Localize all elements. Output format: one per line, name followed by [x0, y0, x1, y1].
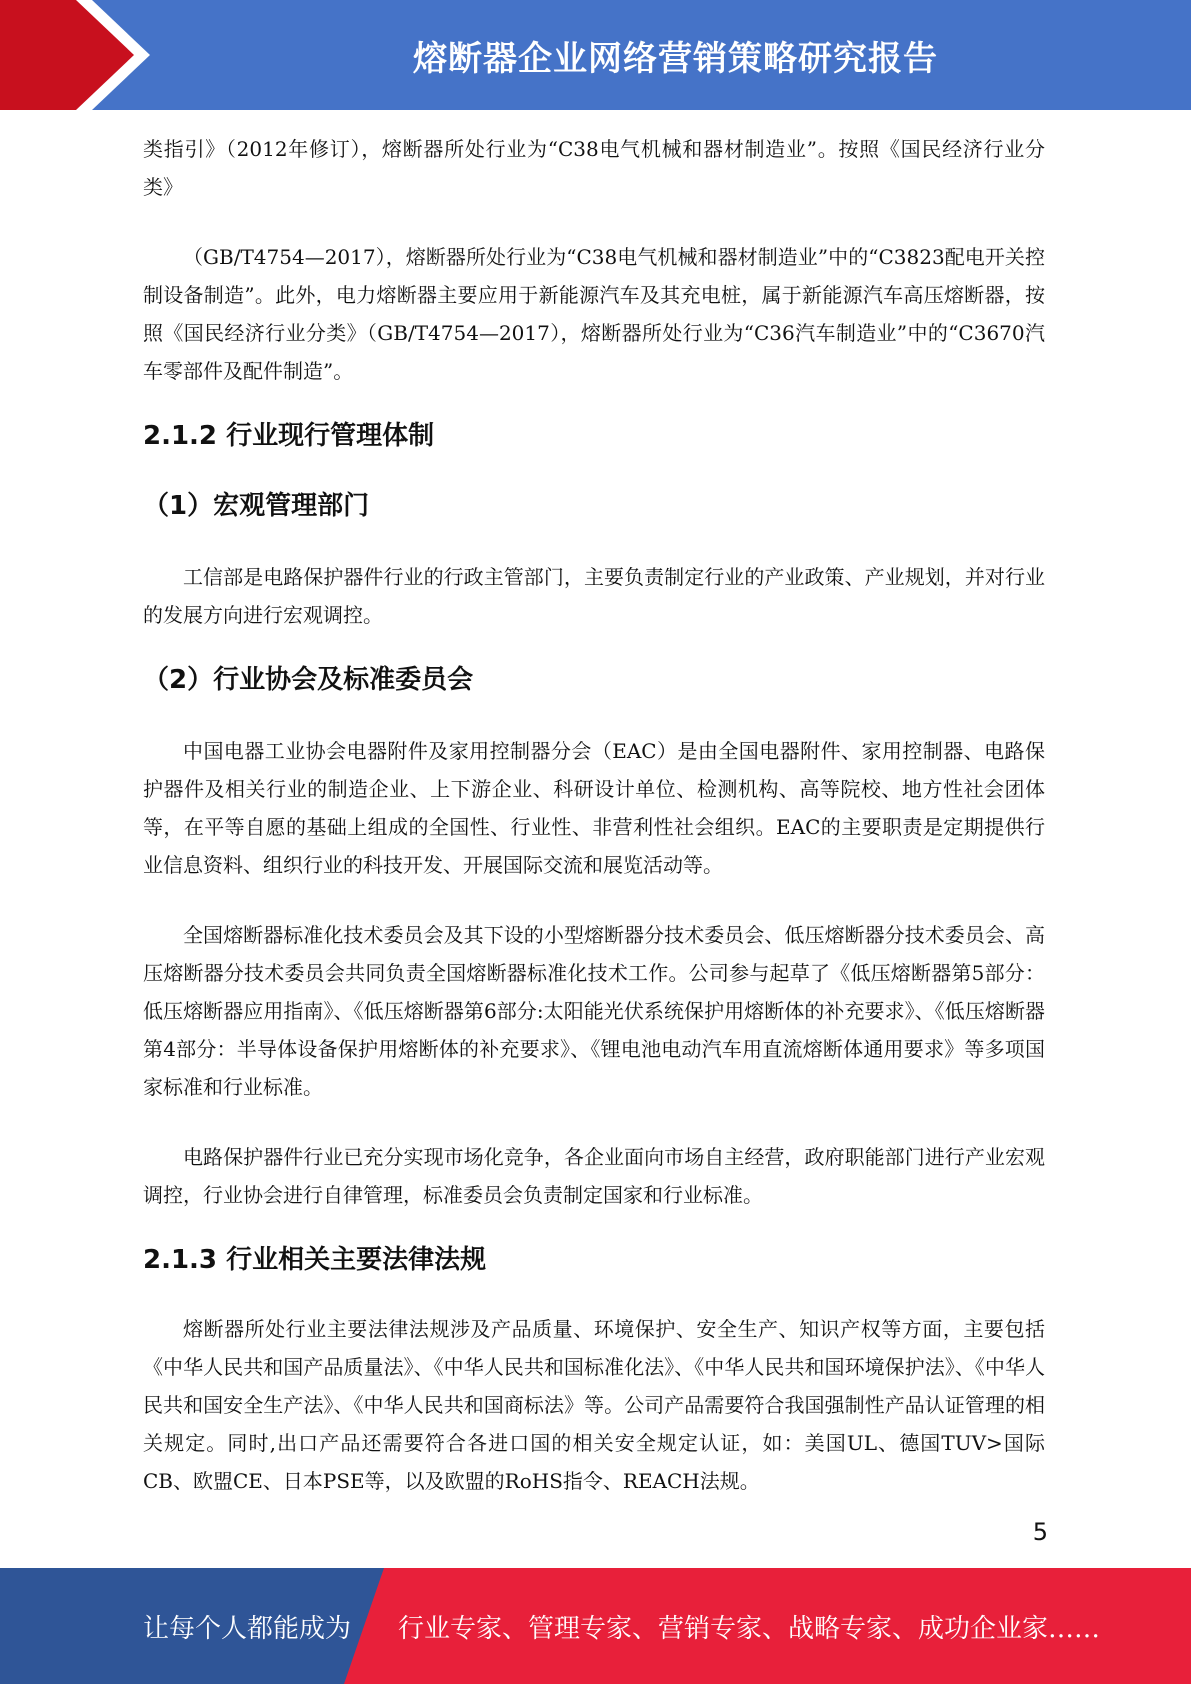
- footer-slogan-left: 让每个人都能成为: [143, 1613, 352, 1644]
- paragraph: 熔断器所处行业主要法律法规涉及产品质量、环境保护、安全生产、知识产权等方面，主要包括《中华人民共和国产品质量法》、《中华人民共和国标准化法》、《中华人民共和国环境保护法》、《中华人民共和国安全生产法》、《中华人民共和国商标法》等。公司产品需要符合我国强制性产品认证管理的相关规定。同时,出口产品还需要符合各进口国的相关安全规定认证，如：美国UL、德国TUV>国际CB、欧盟CE、日本PSE等，以及欧盟的RoHS指令、REACH法规。: [143, 1317, 1045, 1493]
- paragraph: 中国电器工业协会电器附件及家用控制器分会（EAC）是由全国电器附件、家用控制器、电路保护器件及相关行业的制造企业、上下游企业、科研设计单位、检测机构、高等院校、地方性社会团体等，在平等自愿的基础上组成的全国性、行业性、非营利性社会组织。EAC的主要职责是定期提供行业信息资料、组织行业的科技开发、开展国际交流和展览活动等。: [143, 739, 1045, 877]
- paragraph: 电路保护器件行业已充分实现市场化竞争，各企业面向市场自主经营，政府职能部门进行产业宏观调控，行业协会进行自律管理，标准委员会负责制定国家和行业标准。: [143, 1145, 1045, 1207]
- paragraph: 工信部是电路保护器件行业的行政主管部门，主要负责制定行业的产业政策、产业规划，并对行业的发展方向进行宏观调控。: [143, 565, 1045, 627]
- section-heading-2-1-2: 2.1.2 行业现行管理体制: [143, 421, 435, 451]
- subsection-heading-1: （1）宏观管理部门: [143, 491, 370, 521]
- report-title: 熔断器企业网络营销策略研究报告: [413, 38, 938, 79]
- page-number: 5: [1032, 1518, 1048, 1546]
- paragraph: 全国熔断器标准化技术委员会及其下设的小型熔断器分技术委员会、低压熔断器分技术委员会、高压熔断器分技术委员会共同负责全国熔断器标准化技术工作。公司参与起草了《低压熔断器第5部分：低压熔断器应用指南》、《低压熔断器第6部分:太阳能光伏系统保护用熔断体的补充要求》、《低压熔断器第4部分：半导体设备保护用熔断体的补充要求》、《锂电池电动汽车用直流熔断体通用要求》等多项国家标准和行业标准。: [143, 923, 1045, 1099]
- header-chevron-icon: [0, 0, 160, 110]
- section-heading-2-1-3: 2.1.3 行业相关主要法律法规: [143, 1245, 487, 1275]
- header-band: [0, 0, 1191, 110]
- paragraph: （GB/T4754—2017），熔断器所处行业为“C38电气机械和器材制造业”中的“C3823配电开关控制设备制造”。此外，电力熔断器主要应用于新能源汽车及其充电桩，属于新能源汽车高压熔断器，按照《国民经济行业分类》（GB/T4754—2017），熔断器所处行业为“C36汽车制造业”中的“C3670汽车零部件及配件制造”。: [143, 245, 1045, 383]
- footer-slogan-right: 行业专家、管理专家、营销专家、战略专家、成功企业家……: [398, 1613, 1101, 1644]
- footer-band: [0, 1568, 1191, 1684]
- document-body: [143, 130, 1045, 1500]
- paragraph: 类指引》（2012年修订），熔断器所处行业为“C38电气机械和器材制造业”。按照《国民经济行业分类》: [143, 137, 1045, 199]
- subsection-heading-2: （2）行业协会及标准委员会: [143, 665, 474, 695]
